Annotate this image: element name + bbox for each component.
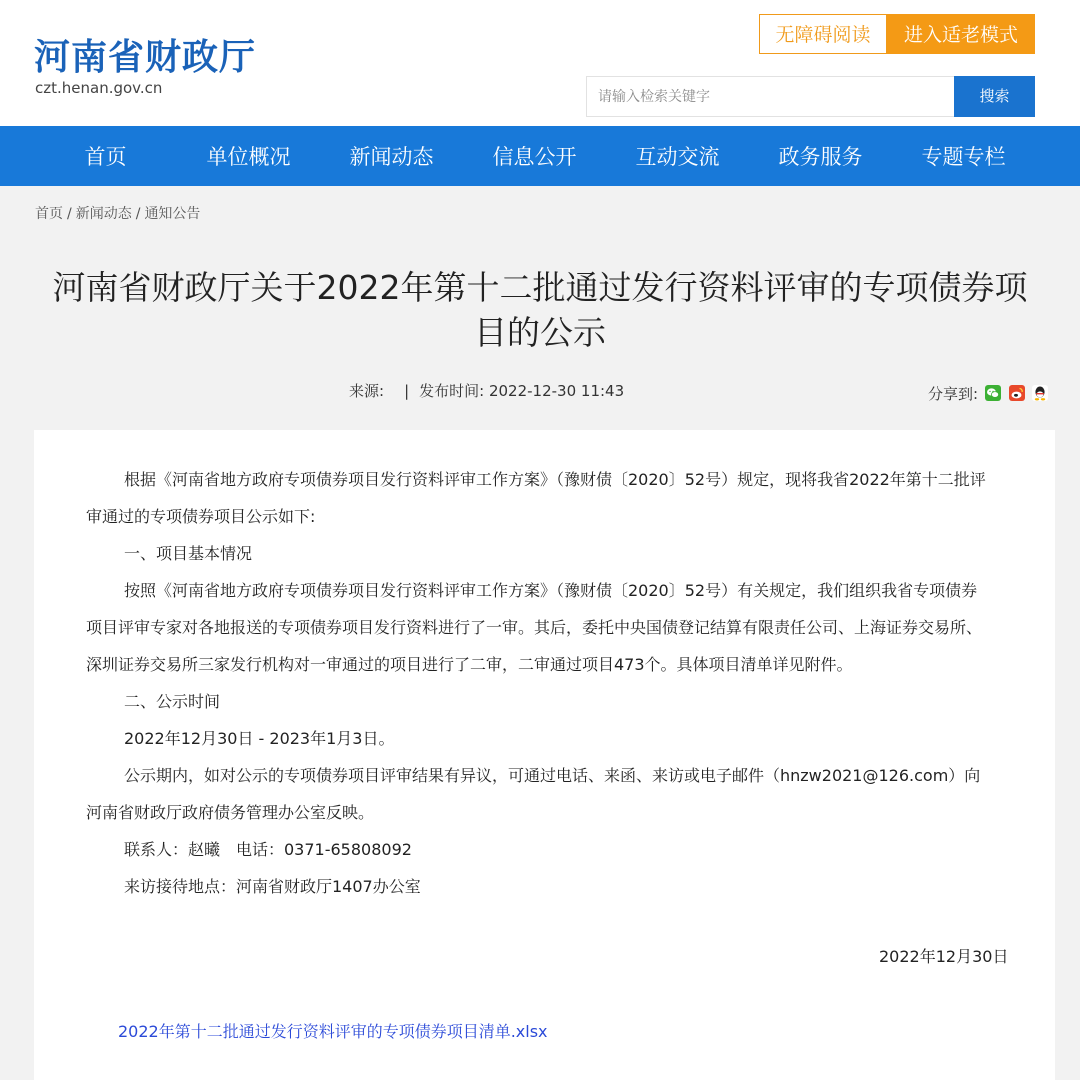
share-label: 分享到: xyxy=(928,385,979,403)
meta-separator: | xyxy=(404,382,410,400)
nav-item-home[interactable]: 首页 xyxy=(84,145,127,169)
nav-item-news[interactable]: 新闻动态 xyxy=(349,145,434,169)
article-paragraph: 根据《河南省地方政府专项债券项目发行资料评审工作方案》（豫财债〔2020〕52号）规定，现将我省2022年第十二批评 xyxy=(124,470,986,489)
article-paragraph: 项目评审专家对各地报送的专项债券项目发行资料进行了一审。其后，委托中央国债登记结算有限责任公司、上海证券交易所、 xyxy=(86,618,983,637)
article-paragraph: 公示期内，如对公示的专项债券项目评审结果有异议，可通过电话、来函、来访或电子邮件（hnzw2021@126.com）向 xyxy=(124,766,981,785)
main-nav xyxy=(0,126,1080,186)
search-button[interactable]: 搜索 xyxy=(954,76,1035,117)
nav-item-special-topics[interactable]: 专题专栏 xyxy=(921,145,1006,169)
section-heading: 一、项目基本情况 xyxy=(124,544,253,563)
breadcrumb xyxy=(35,204,200,224)
elder-mode-button[interactable]: 进入适老模式 xyxy=(887,14,1035,54)
weibo-icon[interactable] xyxy=(1009,385,1025,401)
article-paragraph: 河南省财政厅政府债务管理办公室反映。 xyxy=(86,803,375,822)
breadcrumb-home[interactable]: 首页 xyxy=(35,206,63,222)
contact-info: 联系人：赵曦 电话：0371-65808092 xyxy=(124,840,412,859)
site-logo-title[interactable]: 河南省财政厅 xyxy=(34,37,257,78)
article-meta xyxy=(349,381,624,401)
article-title xyxy=(30,265,1050,355)
nav-item-unit-overview[interactable]: 单位概况 xyxy=(206,145,291,169)
publish-time: 2022-12-30 11:43 xyxy=(488,382,625,400)
qq-icon[interactable] xyxy=(1032,385,1048,401)
site-header xyxy=(0,0,1080,126)
accessible-reading-button[interactable]: 无障碍阅读 xyxy=(759,14,887,54)
search-input[interactable] xyxy=(586,76,954,117)
sign-date: 2022年12月30日 xyxy=(879,947,1009,966)
wechat-icon[interactable] xyxy=(985,385,1001,401)
breadcrumb-notices[interactable]: 通知公告 xyxy=(144,206,201,222)
article-title-line: 河南省财政厅关于2022年第十二批通过发行资料评审的专项债券项 xyxy=(52,268,1028,307)
visit-address: 来访接待地点：河南省财政厅1407办公室 xyxy=(124,877,421,896)
site-domain: czt.henan.gov.cn xyxy=(35,79,163,97)
breadcrumb-separator: / xyxy=(67,206,72,222)
article-paragraph: 2022年12月30日 - 2023年1月3日。 xyxy=(124,729,395,748)
article-paragraph: 审通过的专项债券项目公示如下: xyxy=(86,507,316,526)
nav-item-gov-services[interactable]: 政务服务 xyxy=(778,145,863,169)
nav-item-info-disclosure[interactable]: 信息公开 xyxy=(492,145,577,169)
attachment-link[interactable]: 2022年第十二批通过发行资料评审的专项债券项目清单.xlsx xyxy=(118,1022,548,1041)
breadcrumb-separator: / xyxy=(135,206,141,222)
nav-item-interaction[interactable]: 互动交流 xyxy=(635,145,720,169)
article-paragraph: 按照《河南省地方政府专项债券项目发行资料评审工作方案》（豫财债〔2020〕52号）有关规定，我们组织我省专项债券 xyxy=(124,581,978,600)
breadcrumb-news[interactable]: 新闻动态 xyxy=(75,206,132,222)
article-title-line: 目的公示 xyxy=(474,313,606,352)
section-heading: 二、公示时间 xyxy=(124,692,221,711)
source-label: 来源: xyxy=(349,382,385,400)
article-paragraph: 深圳证券交易所三家发行机构对一审通过的项目进行了二审，二审通过项目473个。具体项目清单详见附件。 xyxy=(86,655,853,674)
publish-label: 发布时间: xyxy=(419,382,485,400)
